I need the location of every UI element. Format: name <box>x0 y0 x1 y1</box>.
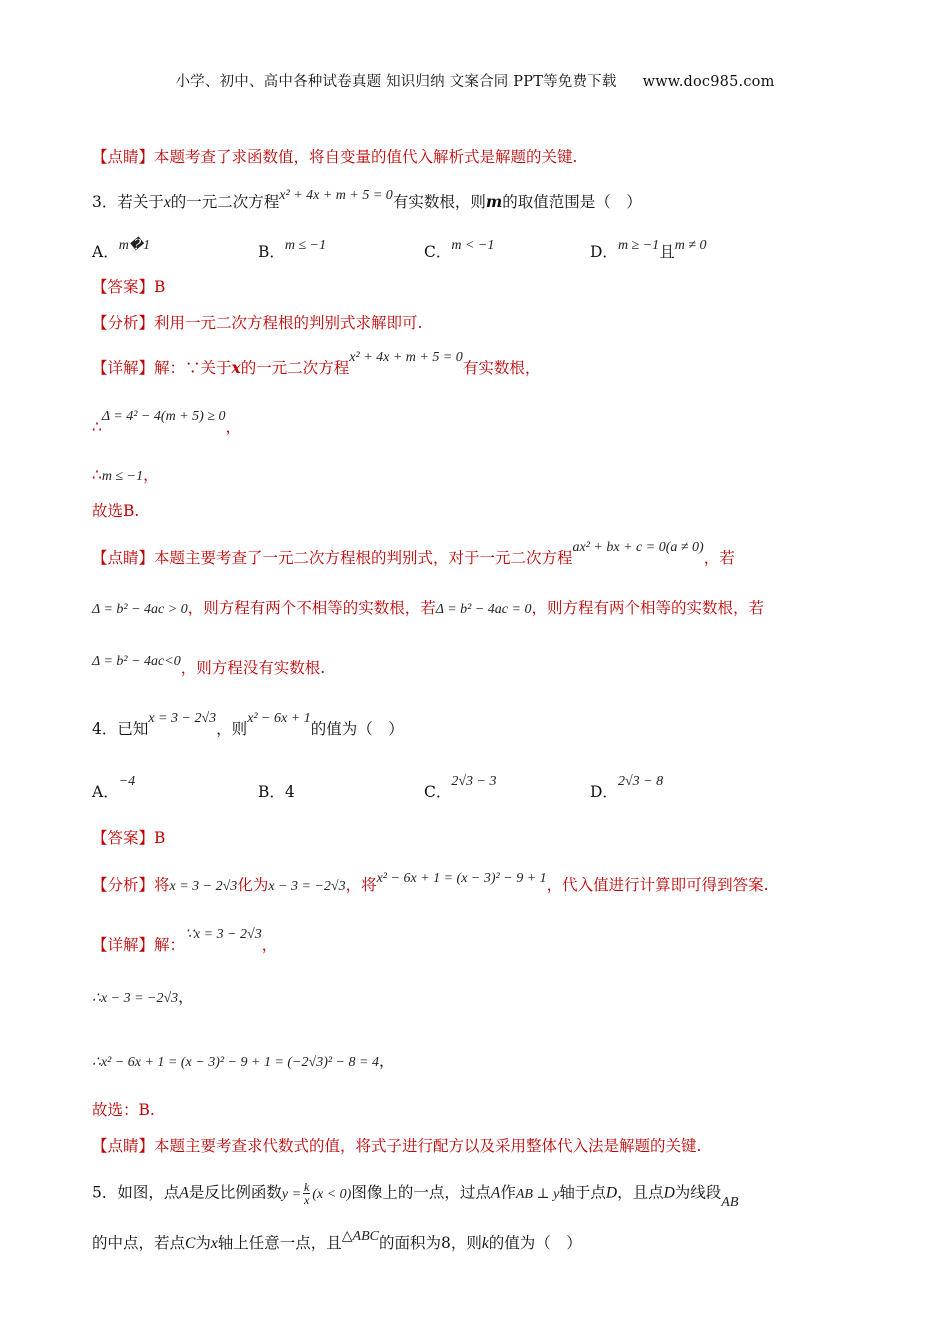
q4-option-d: D．2√3 − 8 <box>590 774 664 801</box>
q5-stem-line2: 的中点，若点C为x轴上任意一点，且△ABC的面积为8，则k的值为（ ） <box>92 1229 582 1252</box>
q4-step2: ∴x − 3 = −2√3， <box>92 988 194 1006</box>
q4-detail: 【详解】解：∵x = 3 − 2√3， <box>92 927 278 954</box>
q5-stem-line1: 5．如图，点A是反比例函数y = $\frac{k}{x}$ (x < 0)图像上的一点，过点A作AB ⊥ y轴于点D，且点D为线段AB <box>92 1180 739 1210</box>
header-title: 小学、初中、高中各种试卷真题 知识归纳 文案合同 PPT等免费下载 <box>175 74 617 90</box>
q5-fraction: $\frac{k}{x}$ <box>304 1180 310 1207</box>
header-url[interactable]: www.doc985.com <box>642 74 775 90</box>
q4-expression: x² − 6x + 1 <box>247 711 311 726</box>
q3-analysis: 【分析】利用一元二次方程根的判别式求解即可. <box>92 314 423 332</box>
q4-choose: 故选：B. <box>92 1101 155 1119</box>
q3-detail-equation: x² + 4x + m + 5 = 0 <box>349 350 463 365</box>
q3-discriminant: Δ = 4² − 4(m + 5) ≥ 0 <box>101 409 226 424</box>
q3-tip-line2: Δ = b² − 4ac > 0，则方程有两个不相等的实数根，若Δ = b² − 4ac = 0，则方程有两个相等的实数根，若 <box>92 599 764 617</box>
q4-stem: 4．已知x = 3 − 2√3，则x² − 6x + 1的值为（ ） <box>92 718 404 742</box>
q4-analysis: 【分析】将x = 3 − 2√3化为x − 3 = −2√3，将x² − 6x + 1 = (x − 3)² − 9 + 1，代入值进行计算即可得到答案. <box>92 871 769 894</box>
q4-option-b: B．4 <box>258 783 295 801</box>
q4-answer: 【答案】B <box>92 829 166 847</box>
q4-step3: ∴x² − 6x + 1 = (x − 3)² − 9 + 1 = (−2√3)² − 8 = 4， <box>92 1052 395 1070</box>
q3-stem: 3．若关于x的一元二次方程x² + 4x + m + 5 = 0有实数根，则m的取值范围是（ ） <box>92 191 642 215</box>
q3-equation: x² + 4x + m + 5 = 0 <box>279 188 393 203</box>
page-header <box>0 70 950 91</box>
q3-option-d: D．m ≥ −1且m ≠ 0 <box>590 238 707 261</box>
q3-tip-line1: 【点睛】本题主要考查了一元二次方程根的判别式，对于一元二次方程ax² + bx + c = 0(a ≠ 0)，若 <box>92 540 735 567</box>
q3-option-c: C．m < −1 <box>424 238 495 261</box>
q3-step-delta: ∴Δ = 4² − 4(m + 5) ≥ 0， <box>92 416 241 440</box>
q4-option-a: A．−4 <box>92 774 136 801</box>
q4-given: x = 3 − 2√3 <box>148 711 217 726</box>
q3-choose: 故选B. <box>92 502 140 520</box>
q3-option-b: B．m ≤ −1 <box>258 238 327 261</box>
q3-option-a: A．m�1 <box>92 238 151 261</box>
q3-step-result: ∴m ≤ −1， <box>92 466 159 484</box>
q2-tip: 【点睛】本题考查了求函数值，将自变量的值代入解析式是解题的关键. <box>92 148 578 166</box>
q4-tip: 【点睛】本题主要考查求代数式的值，将式子进行配方以及采用整体代入法是解题的关键. <box>92 1137 702 1155</box>
q3-tip-line3: Δ = b² − 4ac<0，则方程没有实数根. <box>92 654 326 677</box>
q3-detail: 【详解】解：∵关于x的一元二次方程x² + 4x + m + 5 = 0有实数根， <box>92 357 540 381</box>
q4-option-c: C．2√3 − 3 <box>424 774 497 801</box>
q3-answer: 【答案】B <box>92 278 166 296</box>
